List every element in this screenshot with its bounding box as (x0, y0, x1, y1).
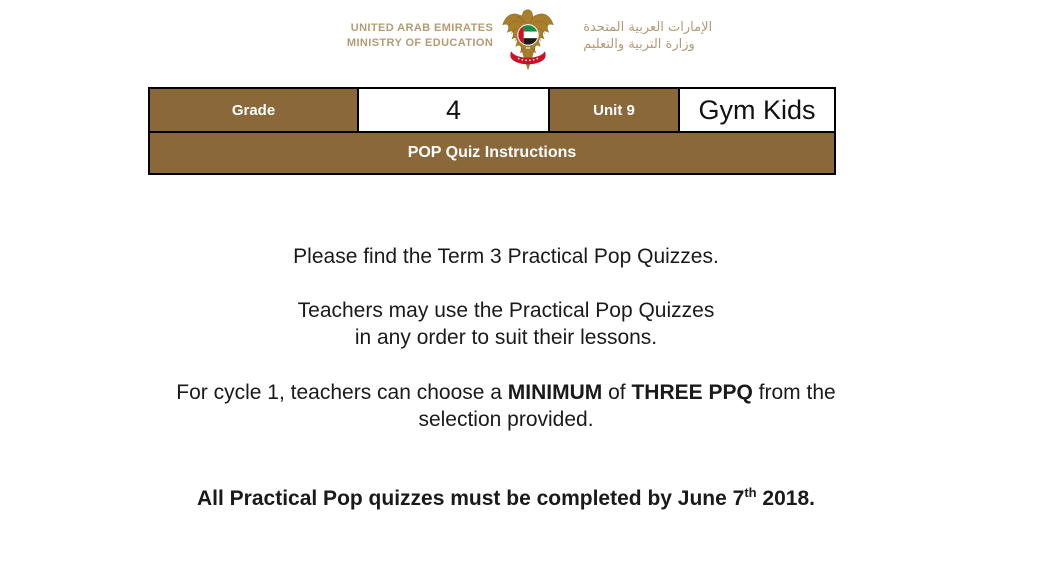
info-table (148, 87, 836, 175)
grade-label-cell: Grade (149, 88, 358, 132)
line3-bold-minimum: MINIMUM (507, 381, 603, 404)
ministry-en-line2: MINISTRY OF EDUCATION (346, 37, 494, 49)
instruction-line-2b: in any order to suit their lessons. (354, 326, 658, 349)
unit-value-cell: Gym Kids (679, 88, 835, 132)
ministry-ar-line2: وزارة التربية والتعليم (583, 37, 695, 52)
deadline-post: 2018. (756, 487, 815, 510)
grade-value-cell: 4 (358, 88, 549, 132)
ministry-name-english (347, 21, 493, 51)
pop-quiz-instructions-banner: POP Quiz Instructions (149, 132, 835, 174)
deadline-ordinal-suffix: th (744, 485, 757, 500)
line3-mid: of (602, 381, 632, 404)
instruction-line-3 (0, 379, 1012, 406)
instruction-line-1 (0, 243, 1012, 270)
ministry-en-line1: UNITED ARAB EMIRATES (350, 22, 494, 34)
line3-post: from the (752, 381, 836, 404)
info-table-banner-row (149, 132, 835, 174)
instruction-paragraph-2 (0, 297, 1012, 351)
uae-falcon-emblem-icon (500, 6, 556, 75)
ministry-header (0, 6, 1059, 75)
instruction-line-1-text: Please find the Term 3 Practical Pop Quizzes. (293, 245, 719, 268)
instruction-line-3-cont: selection provided. (418, 408, 594, 431)
deadline-pre: All Practical Pop quizzes must be completed by June 7 (197, 487, 745, 510)
unit-label-cell: Unit 9 (549, 88, 679, 132)
ministry-ar-line1: الإمارات العربية المتحدة (583, 20, 713, 35)
info-table-top-row (149, 88, 835, 132)
instruction-paragraph-3 (0, 379, 1012, 433)
ministry-name-arabic (583, 19, 712, 53)
instruction-deadline-line (0, 485, 1012, 512)
instruction-line-2a: Teachers may use the Practical Pop Quizzes (297, 299, 715, 322)
line3-bold-three-ppq: THREE PPQ (631, 381, 753, 404)
line3-pre: For cycle 1, teachers can choose a (176, 381, 508, 404)
